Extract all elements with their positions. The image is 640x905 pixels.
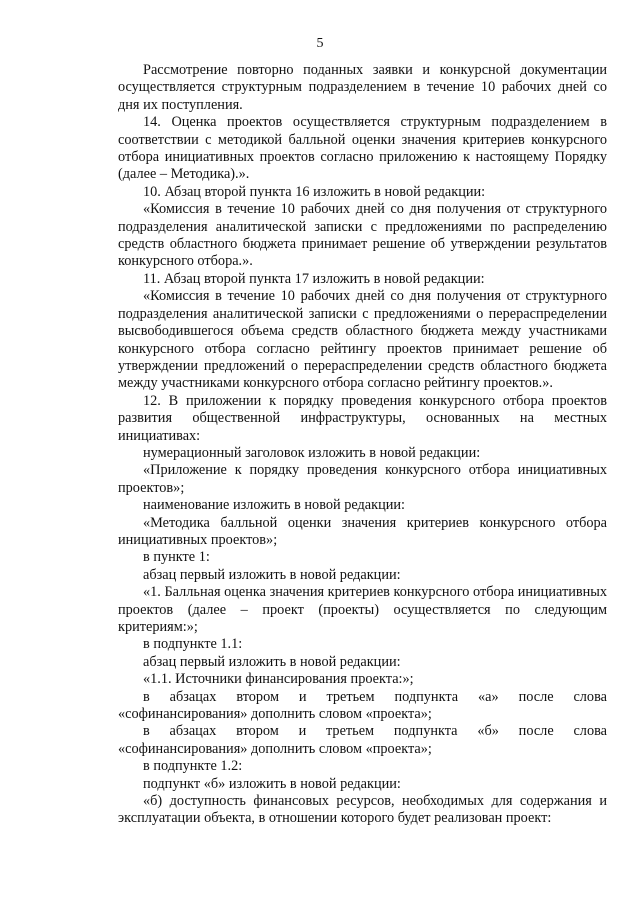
paragraph: наименование изложить в новой редакции:	[143, 497, 406, 514]
paragraph: 11. Абзац второй пункта 17 изложить в новой редакции:	[143, 270, 485, 287]
paragraph: подпункт «б» изложить в новой редакции:	[143, 775, 401, 792]
paragraph: в подпункте 1.1:	[143, 636, 243, 653]
paragraph: в пункте 1:	[143, 549, 210, 566]
paragraph: в абзацах втором и третьем подпункта «б» после слова «софинансирования» дополнить словом «проекта»;	[118, 723, 607, 757]
paragraph: «б) доступность финансовых ресурсов, необходимых для содержания и эксплуатации объекта, в отношении которого будет реализован проект:	[118, 793, 607, 827]
paragraph: 12. В приложении к порядку проведения конкурсного отбора проектов развития общественной инфраструктуры, основанных на местных инициативах:	[118, 392, 607, 444]
paragraph: «1. Балльная оценка значения критериев конкурсного отбора инициативных проектов (далее – проект (проекты) осуществляется по следующим критериям:»;	[118, 584, 607, 635]
paragraph: в подпункте 1.2:	[143, 758, 243, 775]
paragraph: абзац первый изложить в новой редакции:	[143, 653, 401, 670]
document-body	[118, 62, 607, 828]
paragraph: абзац первый изложить в новой редакции:	[143, 566, 401, 583]
paragraph: Рассмотрение повторно поданных заявки и конкурсной документации осуществляется структурным подразделением в течение 10 рабочих дней со дня их поступления.	[118, 62, 607, 113]
paragraph: «1.1. Источники финансирования проекта:»;	[143, 671, 414, 688]
page-number: 5	[316, 36, 324, 51]
paragraph: 14. Оценка проектов осуществляется структурным подразделением в соответствии с методикой балльной оценки значения критериев конкурсного отбора инициативных проектов согласно приложению к настоящему Порядку (далее – Методика).».	[118, 114, 607, 183]
paragraph: «Комиссия в течение 10 рабочих дней со дня получения от структурного подразделения аналитической записки с предложениями по распределению средств областного бюджета принимает решение об утверждении результатов конкурсного отбора.».	[118, 201, 607, 270]
paragraph: «Приложение к порядку проведения конкурсного отбора инициативных проектов»;	[118, 462, 607, 496]
paragraph: «Методика балльной оценки значения критериев конкурсного отбора инициативных проектов»;	[118, 514, 607, 548]
paragraph: нумерационный заголовок изложить в новой редакции:	[143, 444, 481, 461]
paragraph: 10. Абзац второй пункта 16 изложить в новой редакции:	[143, 183, 486, 200]
paragraph: «Комиссия в течение 10 рабочих дней со дня получения от структурного подразделения аналитической записки с предложениями о перераспределении высвободившегося объема средств областного бюджета между участниками конкурсного отбора согласно рейтингу проектов принимает решение об утверждении предложений о перераспределении средств областного бюджета между участниками конкурсного отбора согласно рейтингу проектов.».	[118, 288, 607, 392]
paragraph: в абзацах втором и третьем подпункта «а» после слова «софинансирования» дополнить словом «проекта»;	[118, 688, 607, 723]
